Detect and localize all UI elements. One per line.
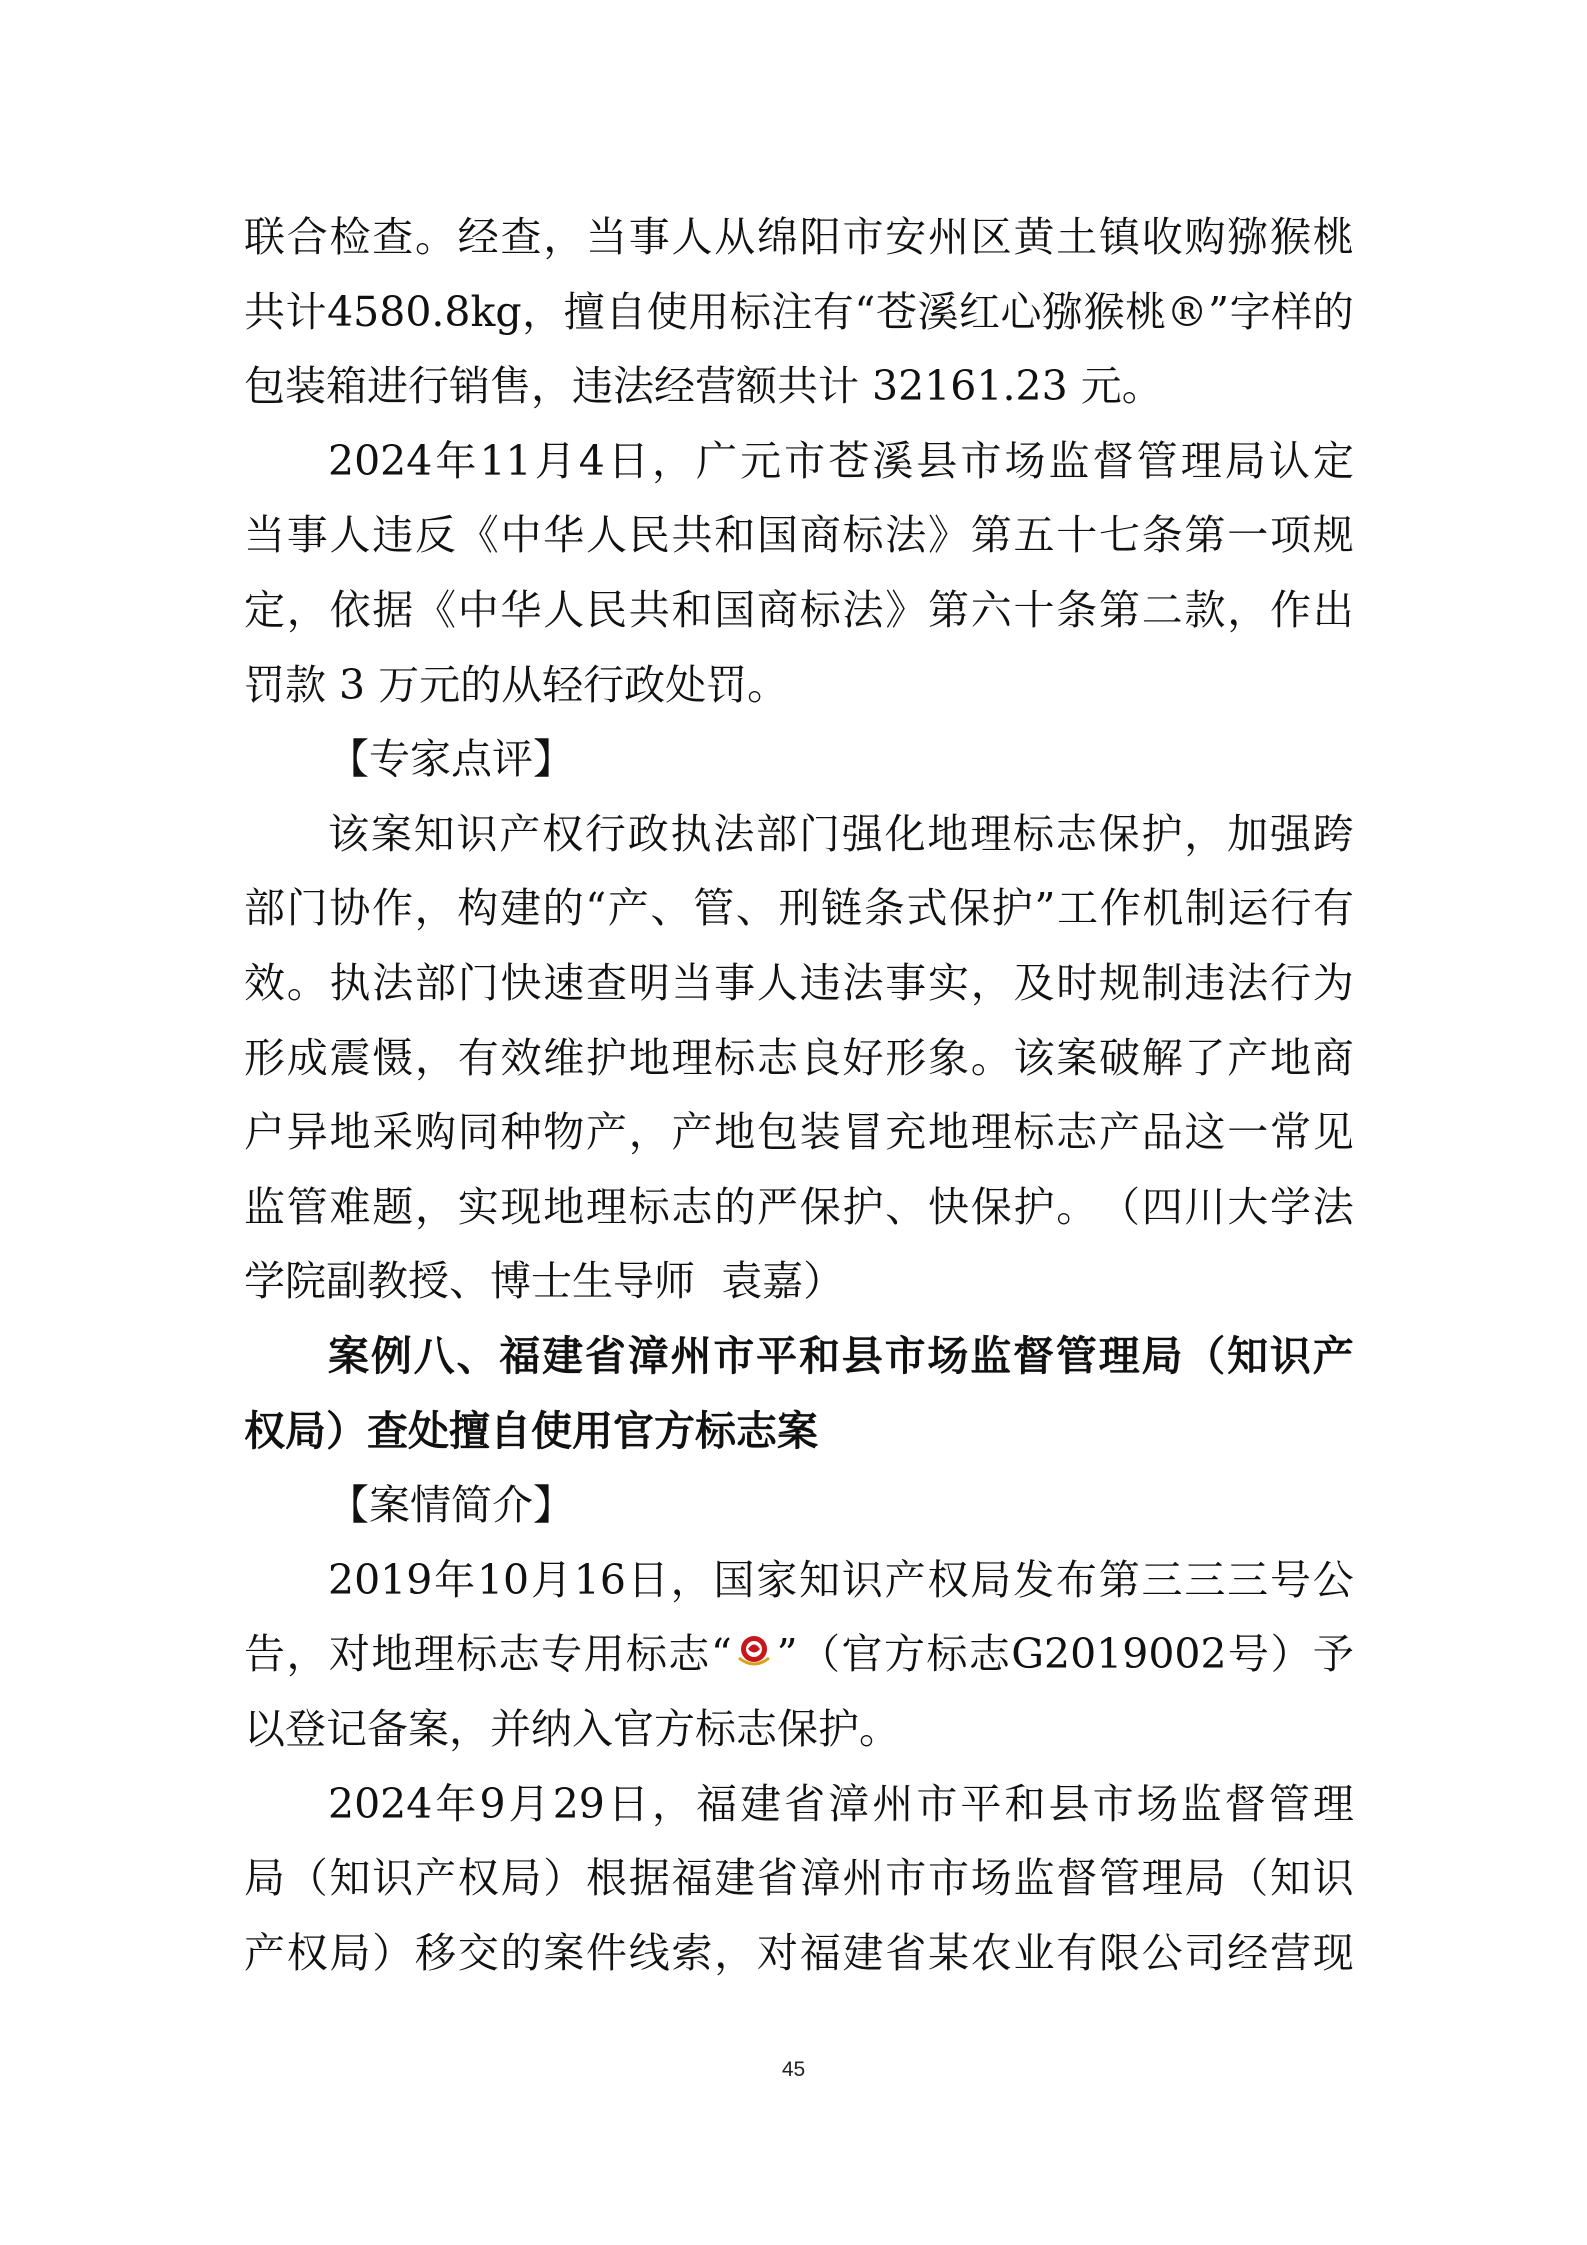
paragraph-line: 户 异 地 采 购 同 种 物 产 ， 产 地 包 装 冒 充 地 理 标 志 产 品 这 一 常 见: [244, 1108, 1354, 1157]
paragraph-line: 包装箱进行销售，违法经营额共计 32161.23 元。: [244, 362, 1163, 411]
paragraph-line: 定 ， 依 据 《 中 华 人 民 共 和 国 商 标 法 》 第 六 十 条 第 二 款 ， 作 出: [244, 586, 1354, 634]
case-heading-line: 案 例 八 、 福 建 省 漳 州 市 平 和 县 市 场 监 督 管 理 局 （ 知 识 产: [328, 1332, 1354, 1380]
paragraph-line: 该 案 知 识 产 权 行 政 执 法 部 门 强 化 地 理 标 志 保 护 ， 加 强 跨: [328, 809, 1354, 858]
paragraph-line: 监 管 难 题 ， 实 现 地 理 标 志 的 严 保 护 、 快 保 护 。 （ 四 川 大 学 法: [244, 1182, 1354, 1231]
paragraph-line: 共 计 4580.8kg ， 擅 自 使 用 标 注 有 “ 苍 溪 红 心 猕 猴 桃 ® ” 字 样 的: [244, 287, 1354, 336]
paragraph-line: 联 合 检 查 。 经 查 ， 当 事 人 从 绵 阳 市 安 州 区 黄 土 镇 收 购 猕 猴 桃: [244, 213, 1354, 261]
paragraph-line: 【专家点评】: [328, 735, 574, 784]
paragraph-line: 2019 年 10 月 16 日 ， 国 家 知 识 产 权 局 发 布 第 三 三 三 号 公: [328, 1555, 1354, 1604]
paragraph-line: 局 （ 知 识 产 权 局 ） 根 据 福 建 省 漳 州 市 市 场 监 督 管 理 局 （ 知 识: [244, 1854, 1354, 1903]
paragraph-line: 【案情简介】: [328, 1481, 574, 1530]
paragraph-line: 2024 年 9 月 29 日 ， 福 建 省 漳 州 市 平 和 县 市 场 监 督 管 理: [328, 1779, 1354, 1828]
paragraph-line: 罚款 3 万元的从轻行政处罚。: [244, 660, 789, 709]
paragraph-line: 2024 年 11 月 4 日 ， 广 元 市 苍 溪 县 市 场 监 督 管 理 局 认 定: [328, 436, 1354, 485]
paragraph-line: 形 成 震 慑 ， 有 效 维 护 地 理 标 志 良 好 形 象 。 该 案 破 解 了 产 地 商: [244, 1033, 1354, 1082]
paragraph-line: 产 权 局 ） 移 交 的 案 件 线 索 ， 对 福 建 省 某 农 业 有 限 公 司 经 营 现: [244, 1928, 1354, 1977]
paragraph-line: 当 事 人 违 反 《 中 华 人 民 共 和 国 商 标 法 》 第 五 十 七 条 第 一 项 规: [244, 511, 1354, 560]
geographical-indication-logo-icon: [735, 1617, 773, 1651]
paragraph-line: 效 。 执 法 部 门 快 速 查 明 当 事 人 违 法 事 实 ， 及 时 规 制 违 法 行 为: [244, 959, 1354, 1007]
paragraph-line: 学院副教授、博士生导师 袁嘉）: [244, 1257, 845, 1306]
page-number: 45: [781, 2058, 806, 2081]
paragraph-line-with-logo: 告 ， 对 地 理 标 志 专 用 标 志 “ ” （ 官 方 标 志 G2019002 号 ） 予: [244, 1617, 1354, 1691]
paragraph-line: 部 门 协 作 ， 构 建 的 “ 产 、 管 、 刑 链 条 式 保 护 ” 工 作 机 制 运 行 有: [244, 884, 1354, 933]
paragraph-line: 以登记备案，并纳入官方标志保护。: [244, 1705, 900, 1753]
case-heading-line: 权局）查处擅自使用官方标志案: [244, 1406, 818, 1455]
